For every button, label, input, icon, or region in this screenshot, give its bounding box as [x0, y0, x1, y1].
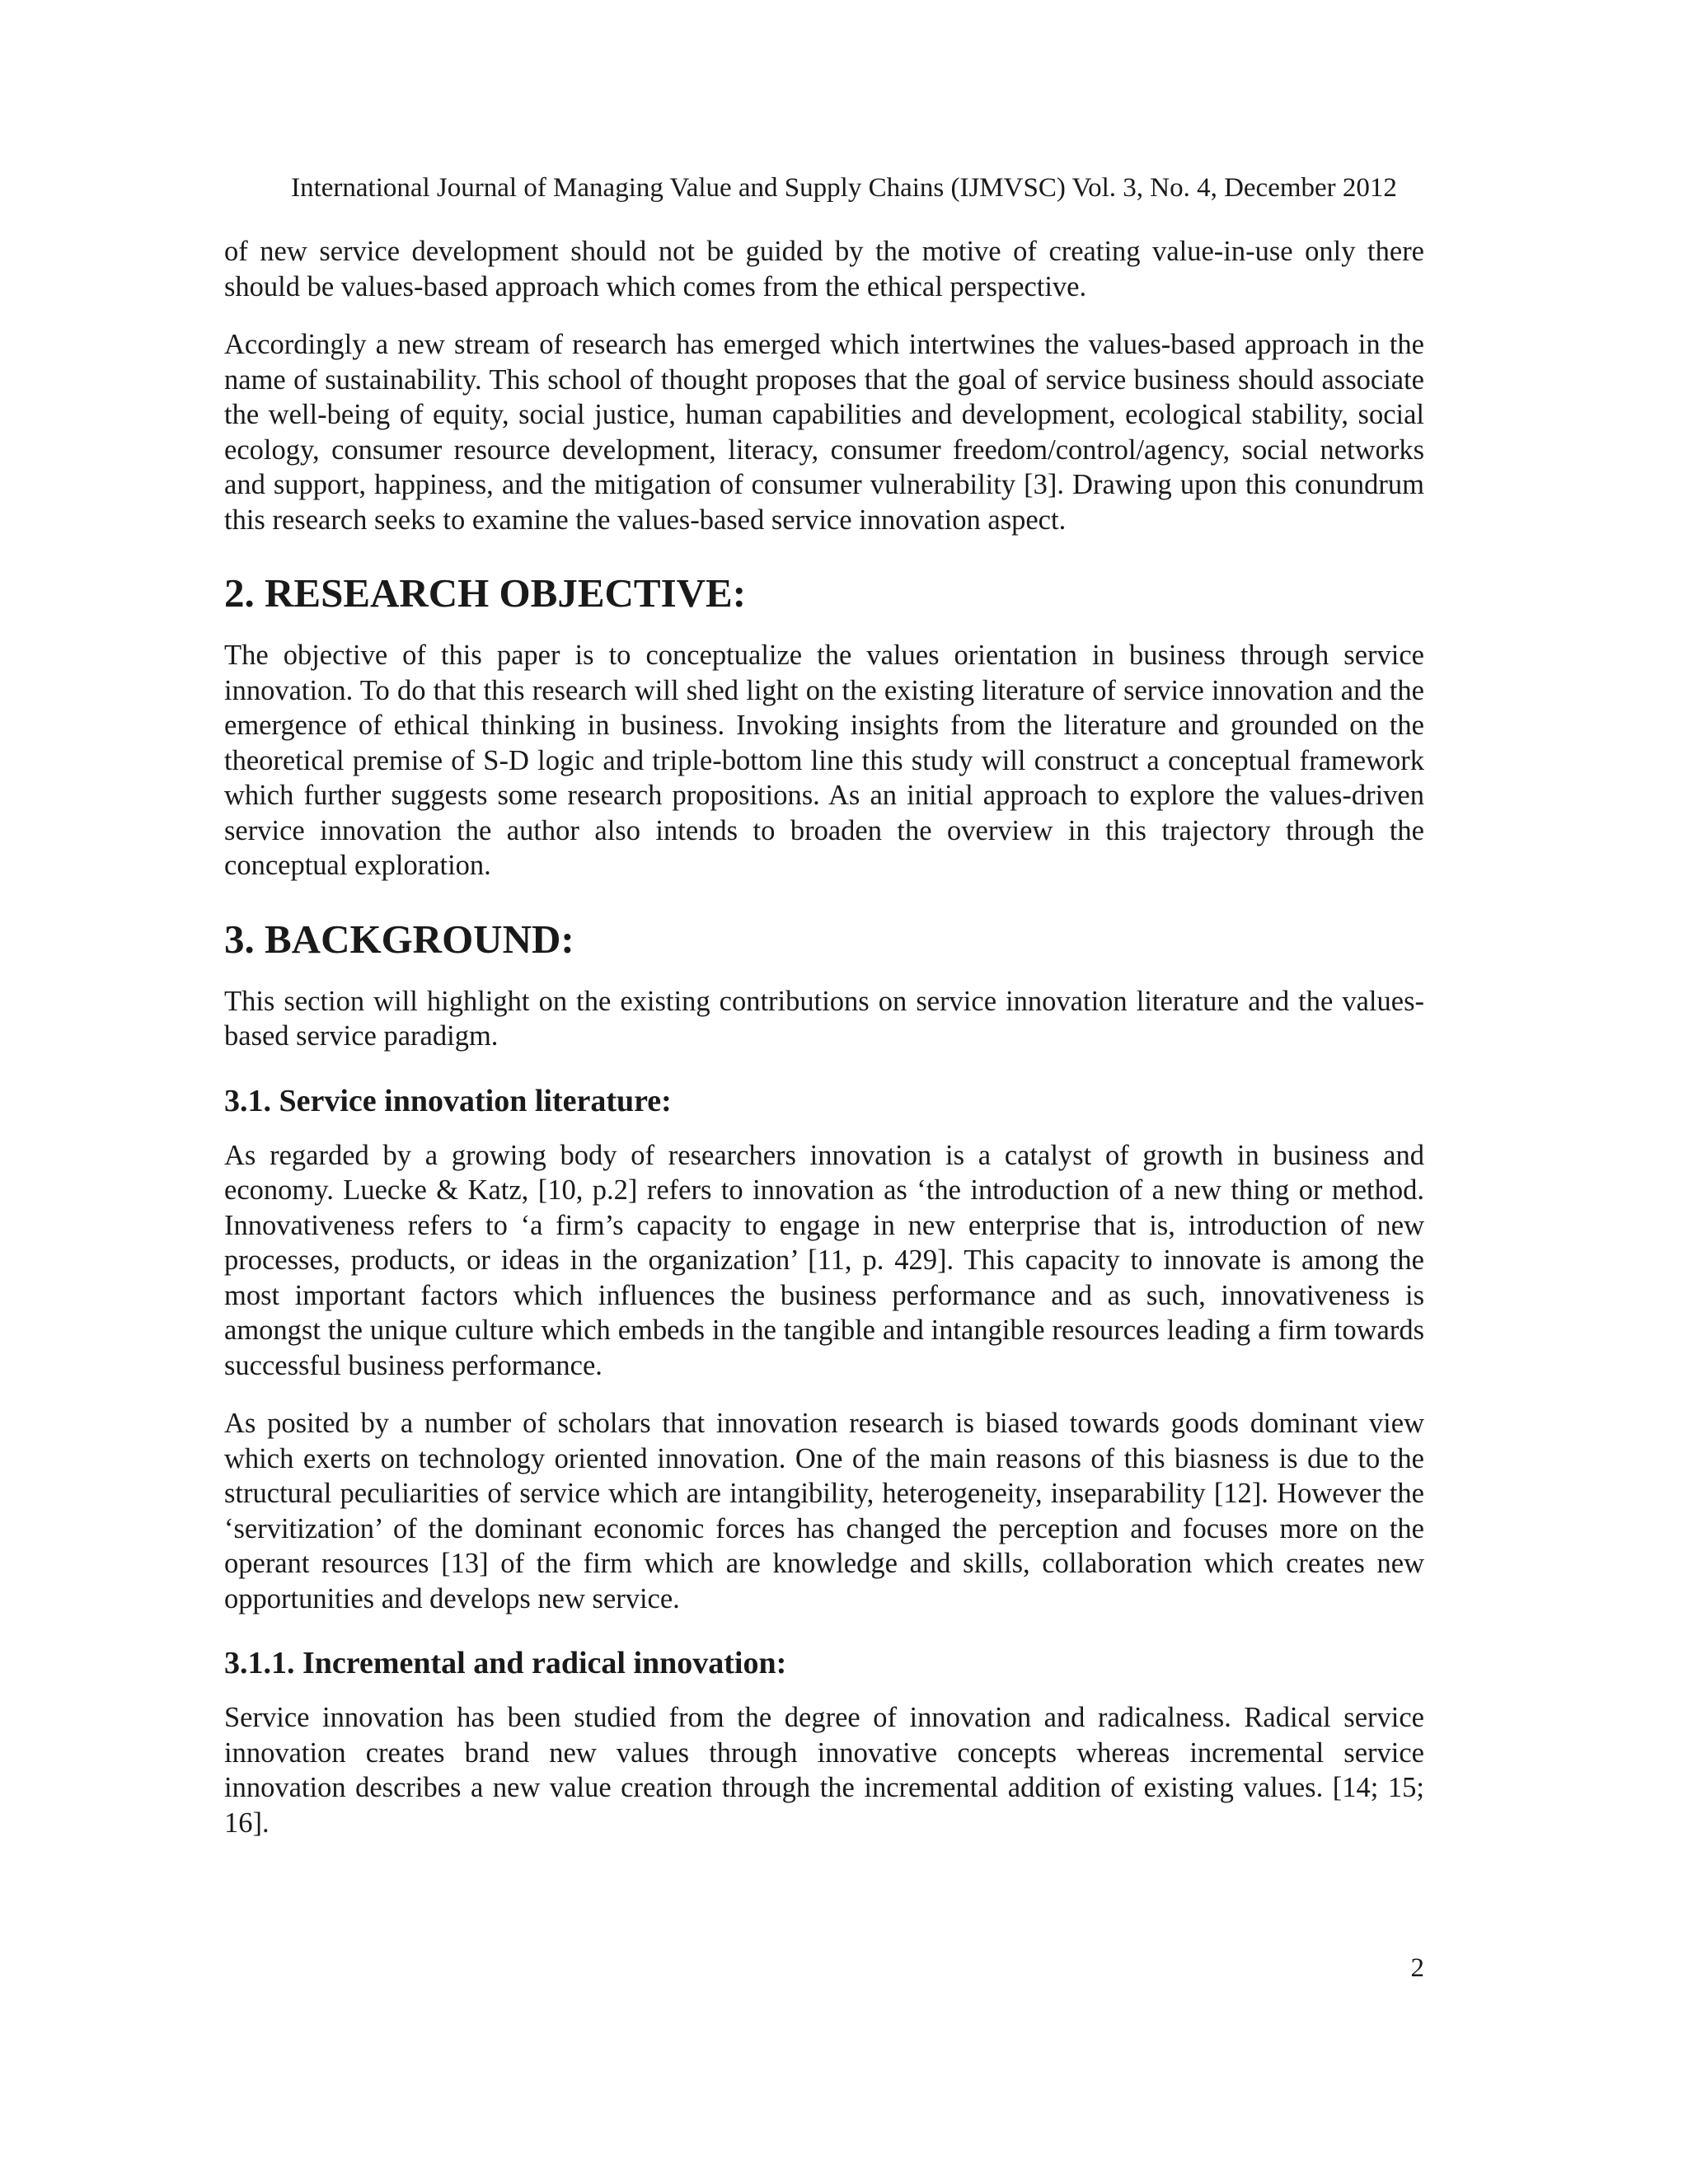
- paragraph-research-objective: The objective of this paper is to conceptualize the values orientation in business through service innovation. To do that this research will shed light on the existing literature of service innovation and the emergence of ethical thinking in business. Invoking insights from the literature and grounded on the theoretical premise of S-D logic and triple-bottom line this study will construct a conceptual framework which further suggests some research propositions. As an initial approach to explore the values-driven service innovation the author also intends to broaden the overview in this trajectory through the conceptual exploration.: [224, 640, 1424, 881]
- paragraph-continuation: of new service development should not be guided by the motive of creating value-in-use only there should be values-based approach which comes from the ethical perspective.: [224, 236, 1424, 302]
- paragraph-background-intro: This section will highlight on the existing contributions on service innovation literature and the values-based service paradigm.: [224, 985, 1424, 1052]
- body-text: [224, 234, 1424, 1863]
- section-heading-background: 3. BACKGROUND:: [224, 916, 574, 962]
- page-number: 2: [1410, 1953, 1424, 1983]
- paragraph-service-innovation-1: As regarded by a growing body of researchers innovation is a catalyst of growth in business and economy. Luecke & Katz, [10, p.2] refers to innovation as ‘the introduction of a new thing or method. Innovativeness refers to ‘a firm’s capacity to engage in new enterprise that is, introduction of new processes, products, or ideas in the organization’ [11, p. 429]. This capacity to innovate is among the most important factors which influences the business performance and as such, innovativeness is amongst the unique culture which embeds in the tangible and intangible resources leading a firm towards successful business performance.: [224, 1139, 1424, 1381]
- paragraph-sustainability: Accordingly a new stream of research has emerged which intertwines the values-based approach in the name of sustainability. This school of thought proposes that the goal of service business should associate the well-being of equity, social justice, human capabilities and development, ecological stability, social ecology, consumer resource development, literacy, consumer freedom/control/agency, social networks and support, happiness, and the mitigation of consumer vulnerability [3]. Drawing upon this conundrum this research seeks to examine the values-based service innovation aspect.: [224, 329, 1424, 536]
- subsection-heading-incremental-radical: 3.1.1. Incremental and radical innovation:: [224, 1646, 787, 1680]
- running-header: International Journal of Managing Value and Supply Chains (IJMVSC) Vol. 3, No. 4, December 2012: [291, 173, 1397, 203]
- paragraph-incremental-radical: Service innovation has been studied from the degree of innovation and radicalness. Radical service innovation creates brand new values through innovative concepts whereas incremental service innovation describes a new value creation through the incremental addition of existing values. [14; 15; 16].: [224, 1702, 1424, 1839]
- paragraph-service-innovation-2: As posited by a number of scholars that innovation research is biased towards goods dominant view which exerts on technology oriented innovation. One of the main reasons of this biasness is due to the structural peculiarities of service which are intangibility, heterogeneity, inseparability [12]. However the ‘servitization’ of the dominant economic forces has changed the perception and focuses more on the operant resources [13] of the firm which are knowledge and skills, collaboration which creates new opportunities and develops new service.: [224, 1408, 1424, 1615]
- subsection-heading-service-innovation: 3.1. Service innovation literature:: [224, 1083, 672, 1118]
- section-heading-research-objective: 2. RESEARCH OBJECTIVE:: [224, 570, 747, 616]
